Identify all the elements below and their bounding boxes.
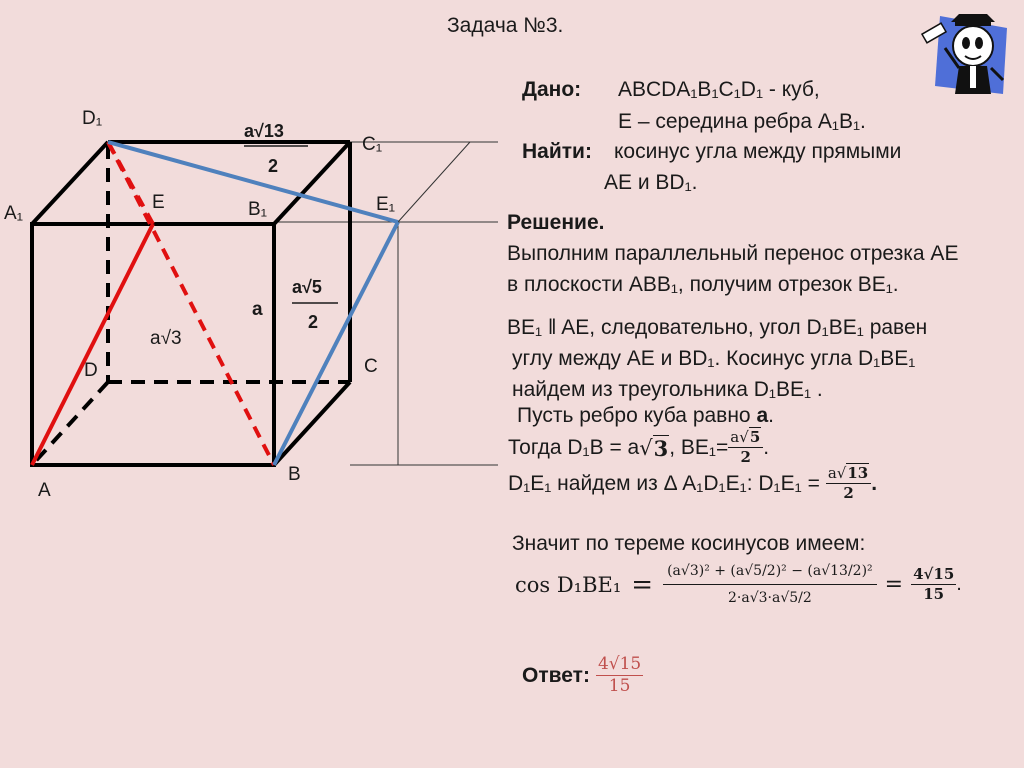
guide-line-diag [398, 142, 470, 222]
line-d1b [108, 142, 274, 465]
then-frac-a: a [730, 428, 740, 446]
then-end: . [763, 435, 770, 459]
p3-suffix: . [768, 404, 774, 427]
find-label: Найти: [522, 140, 592, 163]
label-right-den: 2 [308, 312, 319, 332]
d1e1-line [508, 466, 877, 501]
label-b1: B₁ [248, 199, 268, 220]
formula-numerator: (a√3)² + (a√5/2)² − (a√13/2)² [667, 563, 873, 579]
page-title: Задача №3. [447, 14, 564, 37]
then-mid: , BE₁= [669, 435, 729, 459]
edge-ad [32, 382, 108, 465]
find-line2: AE и BD₁. [604, 171, 698, 194]
formula-result [911, 567, 956, 602]
d1e1-den: 2 [843, 484, 854, 502]
solution-p3 [517, 404, 774, 428]
formula-result-den: 15 [923, 585, 945, 603]
find-line1: косинус угла между прямыми [614, 140, 902, 163]
line-ae [32, 224, 153, 465]
label-b: B [288, 464, 301, 485]
then-frac-den: 2 [740, 448, 751, 466]
given-label: Дано: [522, 78, 582, 101]
d1e1-end: . [871, 471, 878, 495]
label-d: D [84, 360, 98, 381]
solution-p2-line2: углу между AE и BD₁. Косинус угла D₁BE₁ [512, 347, 916, 370]
edge-b1c1 [274, 142, 350, 224]
d1e1-fraction: $\frac{a√13}{2}$ [826, 466, 871, 501]
cos-formula: cos D₁BE₁ = $\frac{\text{(a√3)² + (a√5/2)² − (a√13/2)²}}{2\cdot a√3\cdot a√5/2}$ = $\frac{4√15}{15}$ . [515, 560, 962, 609]
answer-fraction [596, 656, 643, 695]
answer [522, 656, 643, 695]
formula-eq: = [631, 569, 654, 600]
solution-p1-line2: в плоскости ABB₁, получим отрезок BE₁. [507, 273, 899, 296]
formula-result-num: 4√15 [913, 565, 955, 583]
cos-theorem-text: Значит по тереме косинусов имеем: [512, 532, 866, 555]
d1e1-text: D₁E₁ найдем из Δ A₁D₁E₁: D₁E₁ = [508, 471, 820, 495]
label-top-num: a√13 [244, 121, 284, 141]
formula-lhs: cos D₁BE₁ [515, 572, 622, 597]
answer-label: Ответ: [522, 663, 590, 687]
d1e1-sqrt: 13 [847, 464, 869, 482]
cube-figure [0, 0, 500, 520]
answer-num: 4√15 [597, 654, 642, 674]
label-e: E [152, 192, 165, 213]
graduate-mascot-icon [915, 8, 1015, 98]
given-line2: E – середина ребра A₁B₁. [618, 110, 866, 133]
line-be1 [274, 222, 398, 465]
solution-p2-line1: BE₁ ‖ AE, следовательно, угол D₁BE₁ равен [507, 316, 928, 339]
label-right-num: a√5 [292, 277, 322, 297]
then-fraction: $\frac{a√5}{2}$ [728, 430, 763, 465]
formula-main-fraction [663, 560, 877, 609]
p3-prefix: Пусть ребро куба равно [517, 404, 757, 427]
edge-a1d1 [32, 142, 108, 224]
label-top-den: 2 [268, 156, 279, 176]
formula-denominator: 2·a√3·a√5/2 [727, 590, 812, 606]
label-a1: A₁ [4, 203, 24, 224]
given-line1: ABCDA₁B₁C₁D₁ - куб, [618, 78, 820, 101]
label-c: C [364, 356, 378, 377]
formula-end: . [956, 573, 962, 595]
label-d1: D₁ [82, 108, 103, 129]
solution-p1-line1: Выполним параллельный перенос отрезка AE [507, 242, 959, 265]
then-prefix: Тогда D₁B = a [508, 435, 640, 459]
label-edge-a: a [252, 299, 263, 320]
label-e1: E₁ [376, 194, 396, 215]
label-c1: C₁ [362, 134, 383, 155]
answer-den: 15 [608, 676, 631, 696]
p3-bold: a [756, 404, 769, 427]
then-frac-sqrt: 5 [749, 428, 761, 446]
solution-p2-line3: найдем из треугольника D₁BE₁ . [512, 378, 823, 401]
then-line: Тогда D₁B = a √ 3 , BE₁= $\frac{a√5}{2}$ . [508, 428, 770, 466]
label-ae-length: a√3 [150, 328, 182, 349]
d1e1-a: a [827, 464, 837, 482]
label-a: A [38, 480, 51, 501]
solution-heading: Решение. [507, 211, 605, 234]
then-sqrt: 3 [653, 435, 669, 461]
